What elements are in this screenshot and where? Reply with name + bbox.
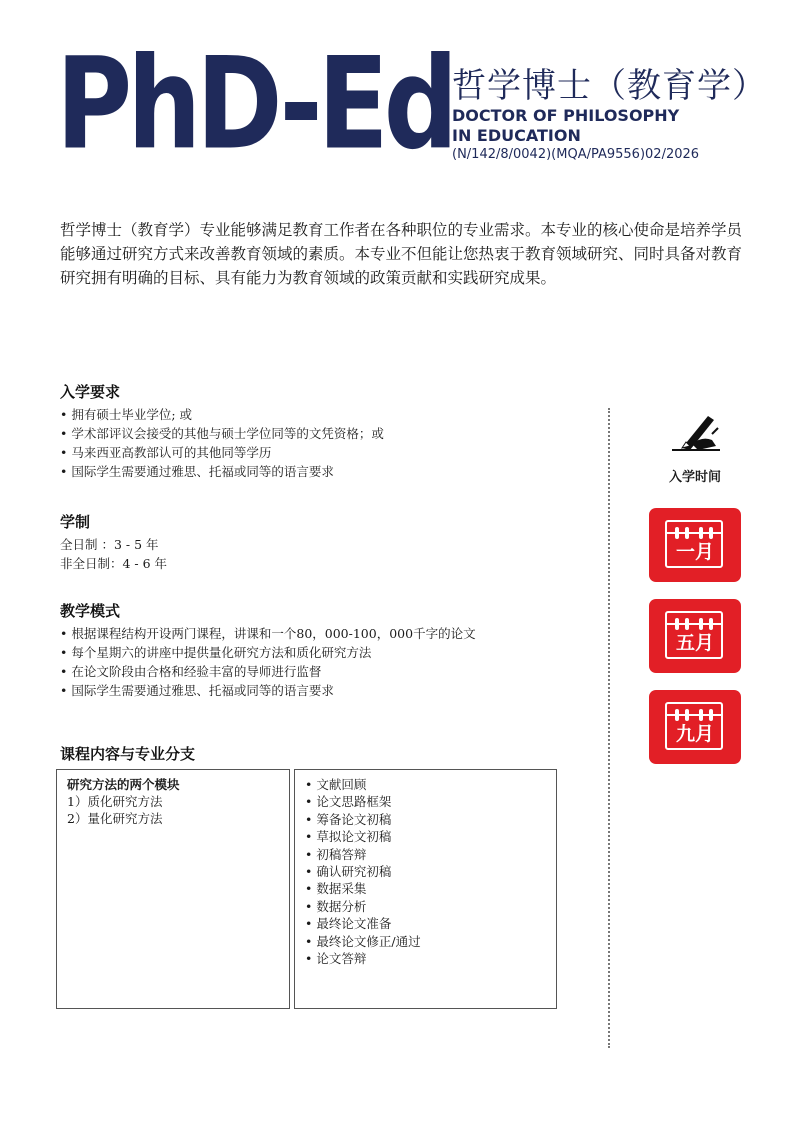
intake-month: 五月 (675, 632, 714, 654)
list-item: • 最终论文修正/通过 (305, 933, 546, 950)
list-item: • 筹备论文初稿 (305, 811, 546, 828)
program-logo: PhD-Ed (56, 29, 454, 178)
program-title-en-line2: IN EDUCATION (452, 126, 581, 145)
list-item: • 数据采集 (305, 880, 546, 897)
list-item: 全日制 ：3 - 5 年 (60, 537, 159, 552)
accreditation-code: (N/142/8/0042)(MQA/PA9556)02/2026 (452, 147, 700, 162)
section-title: 入学要求 (60, 383, 121, 401)
program-intro: 哲学博士（教育学）专业能够满足教育工作者在各种职位的专业需求。本专业的核心使命是培养学员能够通过研究方式来改善教育领域的素质。本专业不但能让您热衷于教育领域研究、同时具备对教育研究拥有明确的目标、具有能力为教育领域的政策贡献和实践研究成果。 (60, 221, 743, 287)
list-item: • 学术部评议会接受的其他与硕士学位同等的文凭资格；或 (60, 424, 580, 443)
list-item: 非全日制：4 - 6 年 (60, 556, 168, 571)
entry-requirements-section (60, 381, 580, 481)
box-title: 研究方法的两个模块 (67, 777, 180, 792)
thesis-stages-box (294, 769, 557, 1009)
program-title-en-line1: DOCTOR OF PHILOSOPHY (452, 106, 680, 125)
list-item: 2）量化研究方法 (67, 811, 163, 827)
list-item: • 国际学生需要通过雅思、托福或同等的语言要求 (60, 462, 580, 481)
intake-month: 九月 (675, 723, 714, 745)
list-item: • 论文答辩 (305, 950, 546, 967)
research-methods-box (56, 769, 290, 1009)
list-item: • 初稿答辩 (305, 846, 546, 863)
section-title: 教学模式 (60, 602, 121, 620)
program-title-cn: 哲学博士（教育学） (452, 66, 767, 106)
dotted-divider (608, 408, 610, 1048)
list-item: • 每个星期六的讲座中提供量化研究方法和质化研究方法 (60, 643, 580, 662)
list-item: • 确认研究初稿 (305, 863, 546, 880)
intake-month-card (649, 599, 741, 673)
list-item: • 数据分析 (305, 898, 546, 915)
intake-label: 入学时间 (668, 470, 721, 485)
course-content-heading-wrap (60, 743, 580, 767)
list-item: • 文献回顾 (305, 776, 546, 793)
section-title: 课程内容与专业分支 (60, 745, 196, 763)
intake-month-card (649, 690, 741, 764)
pen-writing-icon (668, 408, 724, 460)
program-title-en (452, 106, 752, 146)
list-item: • 根据课程结构开设两门课程，讲课和一个80，000-100，000千字的论文 (60, 624, 580, 643)
list-item: 1）质化研究方法 (67, 794, 163, 809)
duration-section (60, 511, 580, 573)
list-item: • 在论文阶段由合格和经验丰富的导师进行监督 (60, 662, 580, 681)
intake-month: 一月 (675, 541, 714, 563)
list-item: • 国际学生需要通过雅思、托福或同等的语言要求 (60, 681, 580, 700)
section-title: 学制 (60, 513, 91, 531)
list-item: • 论文思路框架 (305, 793, 546, 810)
intake-month-card (649, 508, 741, 582)
list-item: • 最终论文准备 (305, 915, 546, 932)
list-item: • 拥有硕士毕业学位; 或 (60, 405, 580, 424)
list-item: • 草拟论文初稿 (305, 828, 546, 845)
teaching-mode-section (60, 600, 580, 700)
list-item: • 马来西亚高教部认可的其他同等学历 (60, 443, 580, 462)
